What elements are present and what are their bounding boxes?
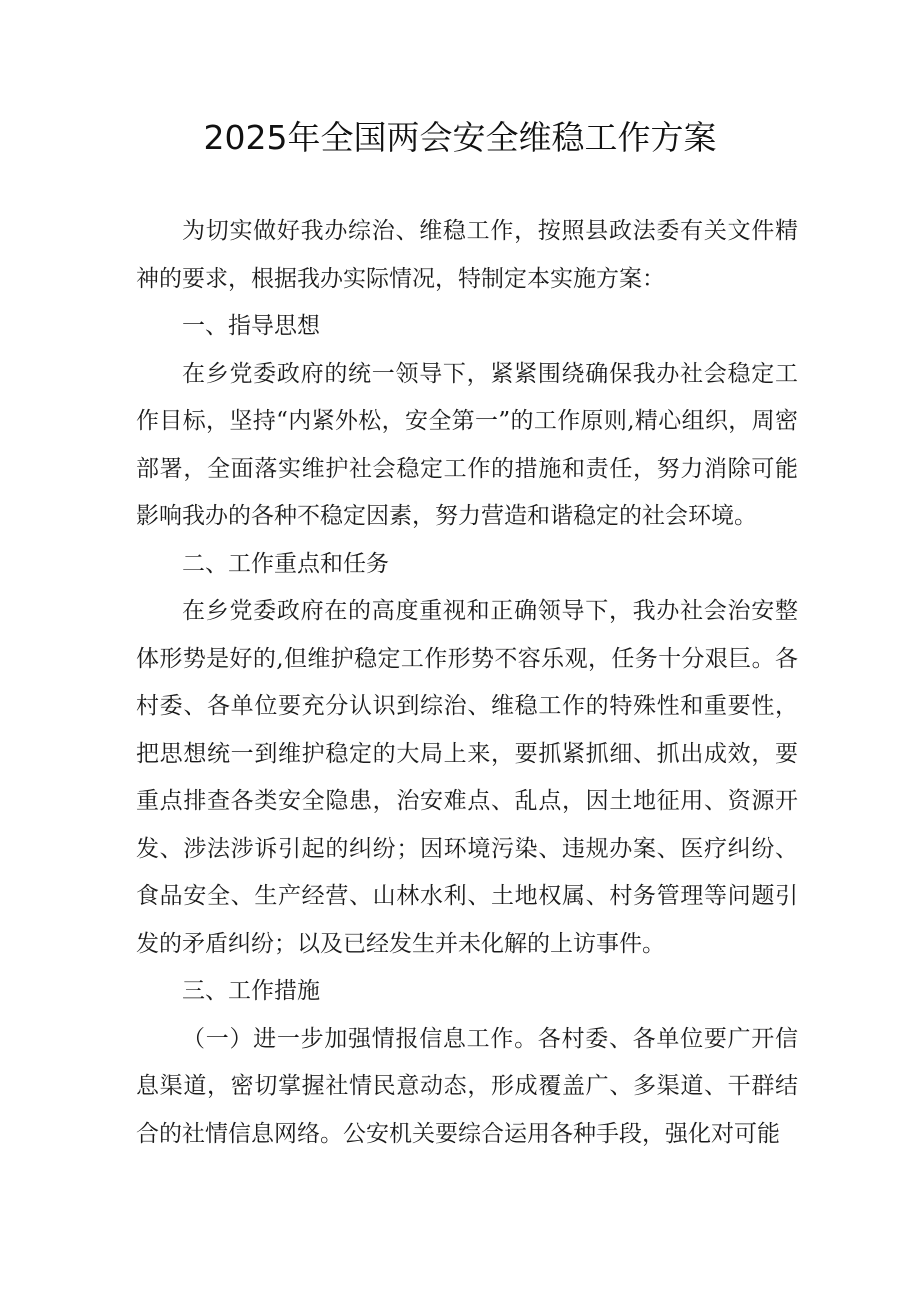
section-heading-key-tasks: 二、工作重点和任务 [182, 550, 389, 577]
section-heading-work-measures: 三、工作措施 [182, 978, 320, 1004]
section-item-intelligence-work: （一）进一步加强情报信息工作。各村委、各单位要广开信息渠道，密切掌握社情民意动态，形成覆盖广、多渠道、干群结合的社情信息网络。公安机关要综合运用各种手段，强化对可能 [136, 1025, 798, 1147]
document-title: 2025年全国两会安全维稳工作方案 [203, 118, 717, 157]
section-heading-guiding-ideology: 一、指导思想 [182, 313, 320, 339]
section-body-key-tasks: 在乡党委政府在的高度重视和正确领导下，我办社会治安整体形势是好的,但维护稳定工作形势不容乐观，任务十分艰巨。各村委、各单位要充分认识到综治、维稳工作的特殊性和重要性，把思想统一到维护稳定的大局上来，要抓紧抓细、抓出成效，要重点排查各类安全隐患，治安难点、乱点，因土地征用、资源开发、涉法涉诉引起的纠纷；因环境污染、违规办案、医疗纠纷、食品安全、生产经营、山林水利、土地权属、村务管理等问题引发的矛盾纠纷；以及已经发生并未化解的上访事件。 [136, 598, 798, 957]
section-body-guiding-ideology: 在乡党委政府的统一领导下，紧紧围绕确保我办社会稳定工作目标，坚持“内紧外松，安全第一”的工作原则,精心组织，周密部署，全面落实维护社会稳定工作的措施和责任，努力消除可能影响我办的各种不稳定因素，努力营造和谐稳定的社会环境。 [136, 360, 798, 529]
intro-paragraph: 为切实做好我办综治、维稳工作，按照县政法委有关文件精神的要求，根据我办实际情况，特制定本实施方案： [136, 218, 798, 292]
document-body [136, 208, 798, 1158]
